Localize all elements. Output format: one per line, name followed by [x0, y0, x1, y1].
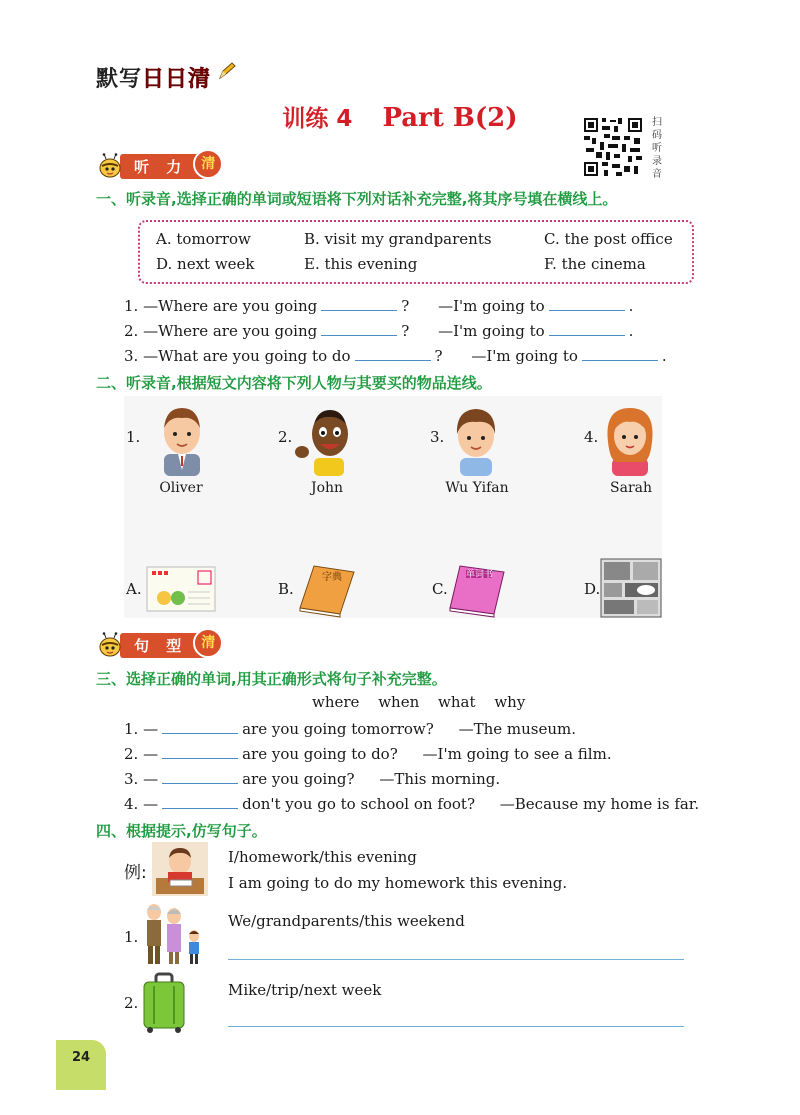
sentence-badge [96, 633, 216, 657]
item-letter: A. [126, 580, 142, 598]
answer-blank[interactable] [582, 346, 658, 361]
section1-instruction: 一、听录音,选择正确的单词或短语将下列对话补充完整,将其序号填在横线上。 [96, 190, 618, 208]
item-text: are you going to do? [242, 745, 398, 763]
word-book-label: 单词书 [466, 570, 494, 580]
grandparents-family-picture [140, 900, 206, 966]
john-avatar[interactable] [294, 402, 358, 476]
fill-item [124, 769, 500, 788]
word-bank [312, 693, 525, 711]
example-label: 例: [124, 863, 147, 883]
suitcase-picture [140, 972, 188, 1034]
person-name: Sarah [610, 480, 652, 496]
answer-line[interactable] [228, 958, 684, 960]
brand-title-a: 默写 [96, 67, 143, 92]
question-mark: ? [401, 297, 410, 315]
comic-book-icon[interactable] [600, 558, 662, 618]
answer-blank[interactable] [549, 296, 625, 311]
prompt-text: Mike/trip/next week [228, 981, 382, 999]
answer-line[interactable] [228, 1025, 684, 1027]
fill-item [124, 719, 576, 738]
training-label: 训练 4 [282, 106, 353, 132]
person-number: 2. [278, 428, 293, 446]
listening-label: 听 力 [134, 157, 188, 176]
fill-item [124, 794, 699, 813]
item-letter: C. [432, 580, 448, 598]
section3-instruction: 三、选择正确的单词,用其正确形式将句子补充完整。 [96, 670, 447, 688]
item-number: 1. — [124, 720, 159, 738]
qr-caption-char: 听 [652, 143, 662, 154]
fill-item [124, 744, 612, 763]
listening-badge [96, 154, 216, 178]
example-answer: I am going to do my homework this evening. [228, 874, 568, 892]
word-bank-item: what [438, 693, 476, 711]
option-a: A. tomorrow [156, 230, 251, 248]
answer-blank[interactable] [162, 744, 238, 759]
answer-blank[interactable] [321, 321, 397, 336]
item-reply: —I'm going to see a film. [422, 745, 612, 763]
answer-text: —I'm going to [438, 297, 545, 315]
section2-instruction: 二、听录音,根据短文内容将下列人物与其要买的物品连线。 [96, 374, 492, 392]
prompt-text: We/grandparents/this weekend [228, 912, 465, 930]
option-e: E. this evening [304, 255, 418, 273]
item-letter: B. [278, 580, 294, 598]
example-prompt: I/homework/this evening [228, 848, 417, 866]
question-mark: ? [401, 322, 410, 340]
answer-blank[interactable] [162, 794, 238, 809]
qr-caption-char: 音 [652, 169, 662, 180]
brand-title-b: 日日清 [142, 67, 212, 92]
dialogue-item [124, 321, 633, 340]
item-text: don't you go to school on foot? [242, 795, 475, 813]
question-text: 2. —Where are you going [124, 322, 318, 340]
item-number: 2. [124, 994, 139, 1012]
sarah-avatar[interactable] [600, 402, 660, 476]
answer-blank[interactable] [162, 719, 238, 734]
qr-caption-char: 码 [652, 130, 662, 141]
qr-code-icon[interactable] [582, 116, 644, 178]
item-reply: —Because my home is far. [499, 795, 700, 813]
item-text: are you going? [242, 770, 355, 788]
period: . [628, 322, 634, 340]
section4-instruction: 四、根据提示,仿写句子。 [96, 822, 267, 840]
dictionary-label: 字典 [322, 572, 342, 583]
person-number: 1. [126, 428, 141, 446]
question-text: 3. —What are you going to do [124, 347, 351, 365]
item-reply: —This morning. [379, 770, 501, 788]
item-number: 4. — [124, 795, 159, 813]
homework-boy-picture [152, 842, 208, 896]
answer-text: —I'm going to [471, 347, 578, 365]
dialogue-item [124, 346, 667, 365]
pencil-icon [218, 62, 236, 80]
qr-caption-char: 扫 [652, 117, 662, 128]
item-letter: D. [584, 580, 601, 598]
page-number-tab [56, 1040, 106, 1090]
answer-blank[interactable] [162, 769, 238, 784]
part-label: Part B(2) [382, 103, 518, 133]
oliver-avatar[interactable] [152, 400, 212, 476]
postcard-icon[interactable] [146, 566, 216, 612]
answer-blank[interactable] [355, 346, 431, 361]
person-number: 4. [584, 428, 599, 446]
wu-yifan-avatar[interactable] [446, 402, 506, 476]
person-number: 3. [430, 428, 445, 446]
answer-text: —I'm going to [438, 322, 545, 340]
question-text: 1. —Where are you going [124, 297, 318, 315]
qing-mark: 清 [193, 149, 223, 179]
dialogue-item [124, 296, 633, 315]
brand-logo [96, 62, 236, 93]
word-bank-item: why [494, 693, 526, 711]
person-name: John [310, 480, 344, 496]
qr-caption-char: 录 [652, 156, 662, 167]
word-bank-item: where [312, 693, 360, 711]
page-number: 24 [72, 1050, 91, 1065]
answer-blank[interactable] [321, 296, 397, 311]
sentence-label: 句 型 [134, 636, 188, 655]
item-reply: —The museum. [458, 720, 577, 738]
period: . [628, 297, 634, 315]
bee-mascot-icon [96, 632, 124, 658]
page-title [0, 100, 800, 133]
period: . [661, 347, 667, 365]
qing-mark: 清 [193, 628, 223, 658]
item-number: 3. — [124, 770, 159, 788]
bee-mascot-icon [96, 153, 124, 179]
option-c: C. the post office [544, 230, 673, 248]
person-name: Wu Yifan [445, 480, 509, 496]
item-number: 1. [124, 928, 139, 946]
option-b: B. visit my grandparents [304, 230, 492, 248]
qr-caption [652, 116, 666, 181]
question-mark: ? [434, 347, 443, 365]
word-bank-item: when [378, 693, 420, 711]
option-f: F. the cinema [544, 255, 646, 273]
item-text: are you going tomorrow? [242, 720, 434, 738]
item-number: 2. — [124, 745, 159, 763]
option-d: D. next week [156, 255, 255, 273]
person-name: Oliver [159, 480, 203, 496]
answer-blank[interactable] [549, 321, 625, 336]
